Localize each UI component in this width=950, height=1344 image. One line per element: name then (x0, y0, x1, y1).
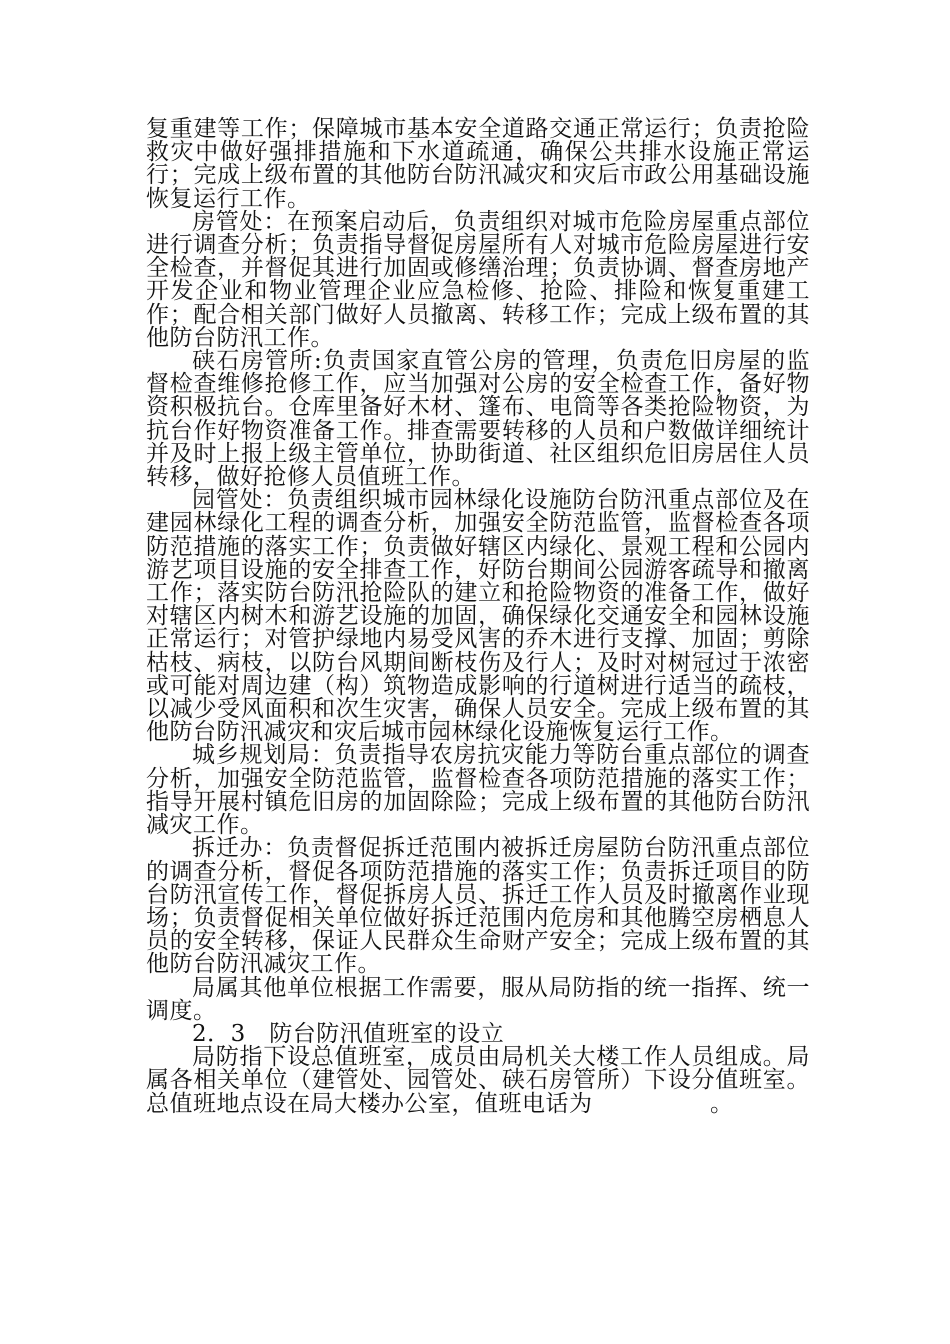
paragraph-duty-room-setup: 局防指下设总值班室，成员由局机关大楼工作人员组成。局属各相关单位（建管处、园管处、硖石房管所）下设分值班室。总值班地点设在局大楼办公室，值班电话为 。 (146, 1044, 810, 1117)
paragraph-xiashi-housing-station: 硖石房管所:负责国家直管公房的管理，负责危旧房屋的监督检查维修抢修工作，应当加强对公房的安全检查工作，备好物资积极抗台。仓库里备好木材、篷布、电筒等各类抢险物资，为抗台作好物资准备工作。排查需要转移的人员和户数做详细统计并及时上报上级主管单位，协助街道、社区组织危旧房居住人员转移，做好抢修人员值班工作。 (146, 348, 810, 491)
paragraph-garden-office: 园管处：负责组织城市园林绿化设施防台防汛重点部位及在建园林绿化工程的调查分析，加强安全防范监管，监督检查各项防范措施的落实工作；负责做好辖区内绿化、景观工程和公园内游艺项目设施的安全排查工作，好防台期间公园游客疏导和撤离工作；落实防台防汛抢险队的建立和抢险物资的准备工作，做好对辖区内树木和游艺设施的加固，确保绿化交通安全和园林设施正常运行；对管护绿地内易受风害的乔木进行支撑、加固；剪除枯枝、病枝，以防台风期间断枝伤及行人；及时对树冠过于浓密或可能对周边建（构）筑物造成影响的行道树进行适当的疏枝，以减少受风面积和次生灾害，确保人员安全。完成上级布置的其他防台防汛减灾和灾后城市园林绿化设施恢复运行工作。 (146, 487, 810, 746)
paragraph-urban-rural-planning: 城乡规划局：负责指导农房抗灾能力等防台重点部位的调查分析，加强安全防范监管，监督检查各项防范措施的落实工作；指导开展村镇危旧房的加固除险；完成上级布置的其他防台防汛减灾工作。 (146, 742, 810, 839)
document-body (146, 118, 810, 1116)
paragraph-demolition-office: 拆迁办：负责督促拆迁范围内被拆迁房屋防台防汛重点部位的调查分析，督促各项防范措施的落实工作；负责拆迁项目的防台防汛宣传工作，督促拆房人员、拆迁工作人员及时撤离作业现场；负责督促相关单位做好拆迁范围内危房和其他腾空房栖息人员的安全转移，保证人民群众生命财产安全；完成上级布置的其他防台防汛减灾工作。 (146, 835, 810, 978)
section-heading-duty-room: 2．3 防台防汛值班室的设立 (192, 1020, 505, 1047)
paragraph-other-units: 局属其他单位根据工作需要，服从局防指的统一指挥、统一调度。 (146, 974, 810, 1024)
paragraph-municipal-continued: 复重建等工作；保障城市基本安全道路交通正常运行；负责抢险救灾中做好强排措施和下水道疏通，确保公共排水设施正常运行；完成上级布置的其他防台防汛减灾和灾后市政公用基础设施恢复运行工作。 (146, 116, 810, 212)
paragraph-housing-office: 房管处：在预案启动后，负责组织对城市危险房屋重点部位进行调查分析；负责指导督促房屋所有人对城市危险房屋进行安全检查，并督促其进行加固或修缮治理；负责协调、督查房地产开发企业和物业管理企业应急检修、抢险、排险和恢复重建工作；配合相关部门做好人员撤离、转移工作；完成上级布置的其他防台防汛工作。 (146, 208, 810, 351)
